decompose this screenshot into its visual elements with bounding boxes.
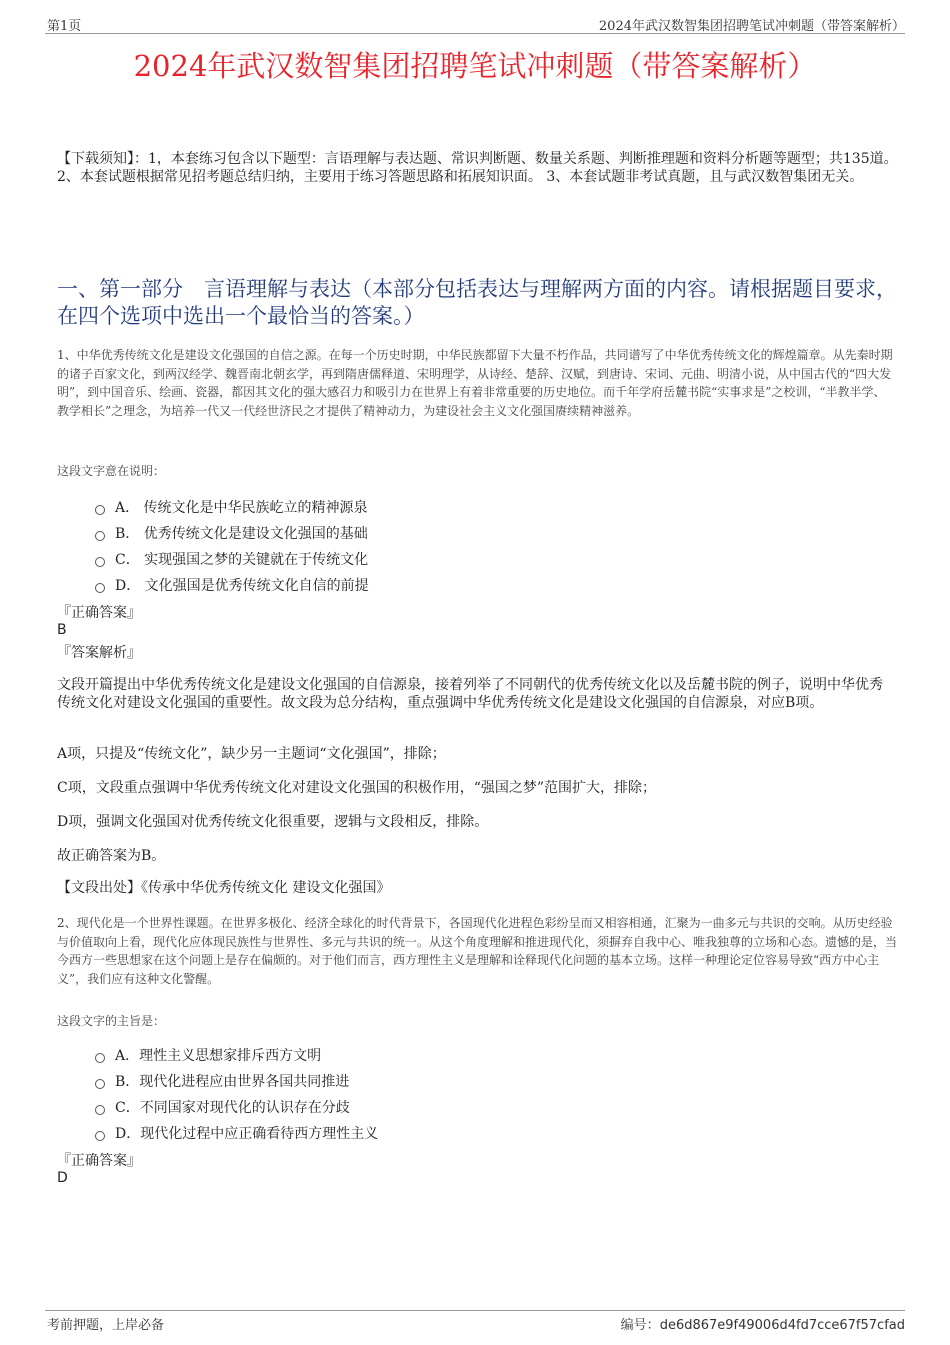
question-1-answer-label: 『正确答案』: [57, 605, 141, 621]
document-title: 2024年武汉数智集团招聘笔试冲刺题（带答案解析）: [133, 49, 817, 83]
radio-icon[interactable]: [95, 1131, 105, 1141]
question-1-option-d[interactable]: [95, 575, 369, 595]
question-1-analysis-summary: 文段开篇提出中华优秀传统文化是建设文化强国的自信源泉，接着列举了不同朝代的优秀传统文化以及岳麓书院的例子，说明中华优秀传统文化对建设文化强国的重要性。故文段为总分结构，重点强调中华优秀传统文化是建设文化强国的自信源泉，对应B项。: [57, 677, 883, 711]
question-1-analysis-c: C项，文段重点强调中华优秀传统文化对建设文化强国的积极作用，“强国之梦”范围扩大，排除；: [57, 780, 657, 796]
option-label: A． 传统文化是中华民族屹立的精神源泉: [115, 500, 368, 516]
question-2-option-b[interactable]: [95, 1071, 349, 1091]
option-label: C． 实现强国之梦的关键就在于传统文化: [115, 552, 369, 568]
radio-icon[interactable]: [95, 557, 105, 567]
question-1-answer: B: [57, 622, 67, 638]
question-1-option-b[interactable]: [95, 523, 368, 543]
footer-slogan: 考前押题，上岸必备: [47, 1318, 165, 1333]
footer-divider: [45, 1310, 905, 1311]
option-label: D． 文化强国是优秀传统文化自信的前提: [115, 578, 369, 594]
question-1-option-c[interactable]: [95, 549, 368, 569]
question-2-answer-label: 『正确答案』: [57, 1153, 141, 1169]
question-1-source: 【文段出处】《传承中华优秀传统文化 建设文化强国》: [57, 880, 391, 896]
option-label: D．现代化过程中应正确看待西方理性主义: [115, 1126, 379, 1142]
question-2-prompt: 这段文字的主旨是：: [57, 1014, 166, 1028]
radio-icon[interactable]: [95, 583, 105, 593]
question-2-passage: 2、现代化是一个世界性课题。在世界多极化、经济全球化的时代背景下，各国现代化进程色彩纷呈而又相容相通，汇聚为一曲多元与共识的交响。从历史经验与价值取向上看，现代化应体现民族性与世界性、多元与共识的统一。从这个角度理解和推进现代化，须摒弃自我中心、唯我独尊的立场和心态。遗憾的是，当今西方一些思想家在这个问题上是存在偏颇的。对于他们而言，西方理性主义是理解和诠释现代化问题的基本立场。这样一种理论定位容易导致“西方中心主义”，我们应有这种文化警醒。: [57, 916, 898, 986]
document-code-label: 编号：: [620, 1318, 660, 1333]
radio-icon[interactable]: [95, 531, 105, 541]
option-label: C．不同国家对现代化的认识存在分歧: [115, 1100, 350, 1116]
question-2-answer: D: [57, 1170, 68, 1186]
radio-icon[interactable]: [95, 1079, 105, 1089]
question-1-passage: 1、中华优秀传统文化是建设文化强国的自信之源。在每一个历史时期，中华民族都留下大量不朽作品，共同谱写了中华优秀传统文化的辉煌篇章。从先秦时期的诸子百家文化，到两汉经学、魏晋南北朝玄学，再到隋唐儒释道、宋明理学，从诗经、楚辞、汉赋，到唐诗、宋词、元曲、明清小说，从中国古代的“四大发明”，到中国音乐、绘画、瓷器，都因其文化的强大感召力和吸引力在世界上有着非常重要的历史地位。而千年学府岳麓书院“实事求是”之校训，“半教半学、教学相长”之理念，为培养一代又一代经世济民之才提供了精神动力，为建设社会主义文化强国赓续精神滋养。: [57, 348, 893, 418]
document-code-value: de6d867e9f49006d4fd7cce67f57cfad: [659, 1318, 905, 1333]
radio-icon[interactable]: [95, 505, 105, 515]
page-number: 第1页: [47, 19, 82, 34]
option-label: B．现代化进程应由世界各国共同推进: [115, 1074, 350, 1090]
question-2-option-c[interactable]: [95, 1097, 350, 1117]
download-notice: 【下载须知】：1，本套练习包含以下题型：言语理解与表达题、常识判断题、数量关系题、判断推理题和资料分析题等题型；共135道。 2、本套试题根据常见招考题总结归纳，主要用于练习答题思路和拓展知识面。 3、本套试题非考试真题，且与武汉数智集团无关。: [57, 151, 898, 185]
question-1-option-a[interactable]: [95, 497, 368, 517]
section-heading: 一、第一部分 言语理解与表达（本部分包括表达与理解两方面的内容。请根据题目要求，在四个选项中选出一个最恰当的答案。）: [57, 277, 897, 328]
question-1-conclusion: 故正确答案为B。: [57, 848, 166, 864]
question-1-analysis-d: D项，强调文化强国对优秀传统文化很重要，逻辑与文段相反，排除。: [57, 814, 489, 830]
question-2-option-a[interactable]: [95, 1045, 321, 1065]
question-1-analysis-a: A项，只提及“传统文化”，缺少另一主题词“文化强国”，排除；: [57, 746, 446, 762]
header-divider: [45, 33, 905, 34]
radio-icon[interactable]: [95, 1053, 105, 1063]
option-label: B． 优秀传统文化是建设文化强国的基础: [115, 526, 368, 542]
question-1-analysis-label: 『答案解析』: [57, 645, 141, 661]
question-1-prompt: 这段文字意在说明：: [57, 464, 166, 478]
option-label: A．理性主义思想家排斥西方文明: [115, 1048, 322, 1064]
document-code: [621, 1314, 905, 1333]
running-title: 2024年武汉数智集团招聘笔试冲刺题（带答案解析）: [598, 19, 905, 34]
radio-icon[interactable]: [95, 1105, 105, 1115]
question-2-option-d[interactable]: [95, 1123, 378, 1143]
